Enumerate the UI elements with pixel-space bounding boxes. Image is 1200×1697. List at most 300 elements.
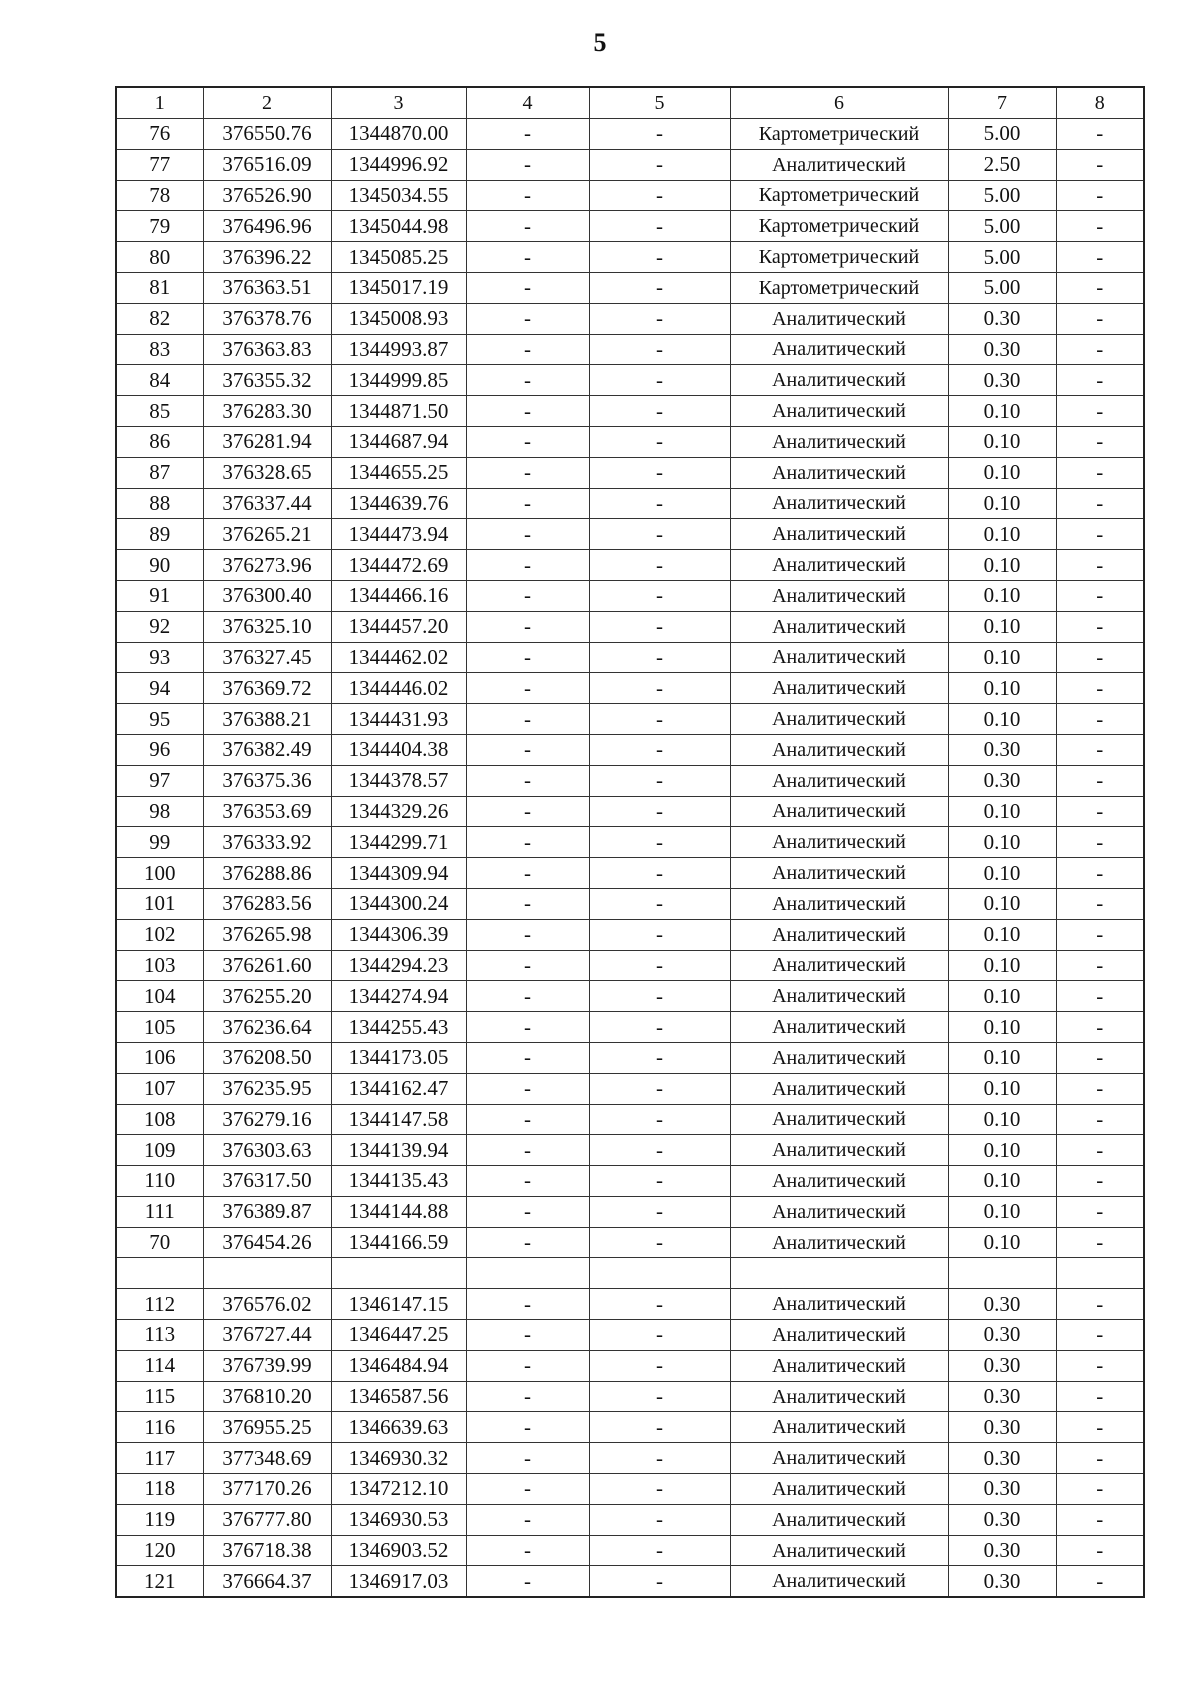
table-cell-col-2: 376235.95 [203, 1073, 331, 1104]
table-cell-col-8: - [1056, 1227, 1144, 1258]
table-cell-col-8: - [1056, 827, 1144, 858]
table-cell-col-8: - [1056, 1504, 1144, 1535]
table-cell-col-4: - [466, 1412, 589, 1443]
table-cell-col-3: 1345044.98 [331, 211, 466, 242]
table-cell-col-8: - [1056, 1412, 1144, 1443]
table-cell-col-2: 376550.76 [203, 119, 331, 150]
table-cell-col-2: 377170.26 [203, 1474, 331, 1505]
table-cell-col-6: Аналитический [730, 1443, 948, 1474]
table-cell-col-5: - [589, 211, 730, 242]
table-cell-col-2: 376327.45 [203, 642, 331, 673]
table-cell-col-6: Аналитический [730, 1412, 948, 1443]
table-cell-col-3: 1344431.93 [331, 704, 466, 735]
table-cell-col-5: - [589, 1504, 730, 1535]
table-cell-col-4: - [466, 580, 589, 611]
table-cell-col-4: - [466, 1227, 589, 1258]
table-cell-col-6: Картометрический [730, 242, 948, 273]
table-cell-col-2: 377348.69 [203, 1443, 331, 1474]
table-cell-col-6: Аналитический [730, 827, 948, 858]
table-cell-col-7: 5.00 [948, 180, 1056, 211]
table-cell-col-8: - [1056, 149, 1144, 180]
table-row [116, 272, 1144, 303]
table-cell-col-8: - [1056, 1042, 1144, 1073]
table-cell-col-2: 376378.76 [203, 303, 331, 334]
table-cell-col-3: 1344462.02 [331, 642, 466, 673]
table-row [116, 1196, 1144, 1227]
table-cell-col-3 [331, 1258, 466, 1289]
table-cell-col-1: 110 [116, 1166, 203, 1197]
table-cell-col-5: - [589, 734, 730, 765]
table-cell-col-3: 1344294.23 [331, 950, 466, 981]
table-row [116, 1104, 1144, 1135]
table-cell-col-4: - [466, 365, 589, 396]
table-cell-col-2: 376300.40 [203, 580, 331, 611]
table-cell-col-8: - [1056, 519, 1144, 550]
table-cell-col-3: 1344255.43 [331, 1012, 466, 1043]
table-cell-col-5: - [589, 488, 730, 519]
table-cell-col-7: 0.10 [948, 426, 1056, 457]
table-cell-col-8: - [1056, 888, 1144, 919]
table-cell-col-4: - [466, 888, 589, 919]
table-cell-col-5: - [589, 1135, 730, 1166]
table-cell-col-8: - [1056, 180, 1144, 211]
table-cell-col-8: - [1056, 950, 1144, 981]
table-cell-col-8: - [1056, 1566, 1144, 1597]
table-cell-col-6: Аналитический [730, 1196, 948, 1227]
table-cell-col-4: - [466, 180, 589, 211]
table-row [116, 488, 1144, 519]
table-cell-col-1: 94 [116, 673, 203, 704]
table-cell-col-2: 376236.64 [203, 1012, 331, 1043]
table-row [116, 457, 1144, 488]
table-cell-col-1: 78 [116, 180, 203, 211]
table-cell-col-7: 0.30 [948, 1320, 1056, 1351]
table-cell-col-2: 376388.21 [203, 704, 331, 735]
table-row [116, 303, 1144, 334]
table-cell-col-8: - [1056, 1474, 1144, 1505]
table-cell-col-4: - [466, 457, 589, 488]
table-cell-col-4: - [466, 1166, 589, 1197]
table-cell-col-8: - [1056, 611, 1144, 642]
table-cell-col-3: 1345085.25 [331, 242, 466, 273]
table-cell-col-2: 376273.96 [203, 550, 331, 581]
table-cell-col-6: Аналитический [730, 1289, 948, 1320]
table-cell-col-3: 1344655.25 [331, 457, 466, 488]
table-cell-col-2: 376382.49 [203, 734, 331, 765]
table-cell-col-6: Аналитический [730, 1166, 948, 1197]
table-cell-col-7: 0.30 [948, 1566, 1056, 1597]
table-cell-col-4: - [466, 1350, 589, 1381]
table-cell-col-7: 2.50 [948, 149, 1056, 180]
table-row [116, 1135, 1144, 1166]
table-cell-col-7: 0.30 [948, 734, 1056, 765]
table-cell-col-8: - [1056, 242, 1144, 273]
table-cell-col-8: - [1056, 981, 1144, 1012]
table-row [116, 1443, 1144, 1474]
table-cell-col-2: 376261.60 [203, 950, 331, 981]
table-cell-col-2: 376303.63 [203, 1135, 331, 1166]
table-cell-col-3: 1344457.20 [331, 611, 466, 642]
table-cell-col-7: 5.00 [948, 272, 1056, 303]
table-cell-col-3: 1344162.47 [331, 1073, 466, 1104]
table-cell-col-2: 376955.25 [203, 1412, 331, 1443]
table-cell-col-1: 82 [116, 303, 203, 334]
table-cell-col-2: 376288.86 [203, 858, 331, 889]
table-cell-col-1 [116, 1258, 203, 1289]
table-cell-col-8: - [1056, 550, 1144, 581]
table-cell-col-4: - [466, 1289, 589, 1320]
table-cell-col-4: - [466, 550, 589, 581]
table-cell-col-5: - [589, 827, 730, 858]
coordinates-table [115, 86, 1145, 1598]
table-cell-col-7: 0.10 [948, 488, 1056, 519]
table-cell-col-1: 109 [116, 1135, 203, 1166]
table-cell-col-5: - [589, 1196, 730, 1227]
table-cell-col-2: 376279.16 [203, 1104, 331, 1135]
table-cell-col-1: 119 [116, 1504, 203, 1535]
table-cell-col-7: 0.10 [948, 981, 1056, 1012]
column-header-6: 6 [730, 87, 948, 119]
table-cell-col-4: - [466, 765, 589, 796]
table-cell-col-8: - [1056, 211, 1144, 242]
table-cell-col-2: 376526.90 [203, 180, 331, 211]
table-cell-col-1: 112 [116, 1289, 203, 1320]
table-cell-col-4: - [466, 981, 589, 1012]
table-row [116, 1535, 1144, 1566]
table-cell-col-5: - [589, 1350, 730, 1381]
table-cell-col-4: - [466, 119, 589, 150]
table-cell-col-3: 1344173.05 [331, 1042, 466, 1073]
table-row [116, 1289, 1144, 1320]
table-cell-col-5: - [589, 1320, 730, 1351]
table-cell-col-4: - [466, 149, 589, 180]
table-row [116, 1166, 1144, 1197]
table-cell-col-1: 83 [116, 334, 203, 365]
table-cell-col-6: Аналитический [730, 1474, 948, 1505]
table-cell-col-7: 0.30 [948, 1412, 1056, 1443]
table-cell-col-6: Аналитический [730, 580, 948, 611]
table-cell-col-1: 108 [116, 1104, 203, 1135]
table-cell-col-5: - [589, 919, 730, 950]
table-cell-col-5: - [589, 149, 730, 180]
table-cell-col-6: Аналитический [730, 334, 948, 365]
table-cell-col-2: 376353.69 [203, 796, 331, 827]
table-cell-col-3: 1346917.03 [331, 1566, 466, 1597]
table-cell-col-6: Аналитический [730, 642, 948, 673]
table-row [116, 919, 1144, 950]
table-cell-col-5: - [589, 580, 730, 611]
table-row [116, 1504, 1144, 1535]
table-cell-col-4: - [466, 1504, 589, 1535]
table-cell-col-7: 0.30 [948, 1350, 1056, 1381]
column-header-7: 7 [948, 87, 1056, 119]
table-cell-col-2: 376810.20 [203, 1381, 331, 1412]
table-cell-col-7: 0.30 [948, 765, 1056, 796]
table-cell-col-3: 1346639.63 [331, 1412, 466, 1443]
table-cell-col-7: 0.10 [948, 888, 1056, 919]
table-cell-col-7: 0.30 [948, 1474, 1056, 1505]
table-cell-col-6: Аналитический [730, 457, 948, 488]
table-row [116, 149, 1144, 180]
table-cell-col-1: 80 [116, 242, 203, 273]
table-cell-col-8: - [1056, 580, 1144, 611]
table-cell-col-1: 104 [116, 981, 203, 1012]
table-cell-col-3: 1346147.15 [331, 1289, 466, 1320]
table-cell-col-5: - [589, 519, 730, 550]
table-cell-col-1: 100 [116, 858, 203, 889]
table-row [116, 334, 1144, 365]
table-cell-col-6: Аналитический [730, 796, 948, 827]
table-row [116, 796, 1144, 827]
table-cell-col-1: 118 [116, 1474, 203, 1505]
table-cell-col-7: 0.10 [948, 704, 1056, 735]
table-cell-col-6: Аналитический [730, 734, 948, 765]
table-cell-col-7: 0.30 [948, 365, 1056, 396]
table-cell-col-6: Аналитический [730, 303, 948, 334]
table-cell-col-3: 1347212.10 [331, 1474, 466, 1505]
table-cell-col-6: Аналитический [730, 519, 948, 550]
table-cell-col-5: - [589, 272, 730, 303]
table-cell-col-6: Аналитический [730, 858, 948, 889]
table-cell-col-7: 0.30 [948, 1504, 1056, 1535]
table-cell-col-3: 1345008.93 [331, 303, 466, 334]
table-cell-col-1: 101 [116, 888, 203, 919]
table-cell-col-4: - [466, 488, 589, 519]
table-cell-col-1: 84 [116, 365, 203, 396]
table-cell-col-3: 1344329.26 [331, 796, 466, 827]
table-cell-col-7: 0.30 [948, 1443, 1056, 1474]
table-cell-col-7: 0.10 [948, 519, 1056, 550]
table-cell-col-3: 1345034.55 [331, 180, 466, 211]
table-cell-col-5 [589, 1258, 730, 1289]
table-cell-col-5: - [589, 1535, 730, 1566]
table-cell-col-8: - [1056, 1135, 1144, 1166]
table-cell-col-5: - [589, 1443, 730, 1474]
table-body [116, 119, 1144, 1598]
table-cell-col-8: - [1056, 1535, 1144, 1566]
table-row [116, 673, 1144, 704]
table-cell-col-2: 376337.44 [203, 488, 331, 519]
table-cell-col-6 [730, 1258, 948, 1289]
table-cell-col-5: - [589, 426, 730, 457]
table-cell-col-4: - [466, 1073, 589, 1104]
table-row [116, 1381, 1144, 1412]
table-cell-col-7: 0.10 [948, 1135, 1056, 1166]
table-cell-col-4: - [466, 303, 589, 334]
table-cell-col-2: 376739.99 [203, 1350, 331, 1381]
table-cell-col-1: 115 [116, 1381, 203, 1412]
table-cell-col-6: Аналитический [730, 488, 948, 519]
table-cell-col-7: 0.10 [948, 1104, 1056, 1135]
table-cell-col-7: 0.10 [948, 796, 1056, 827]
column-header-1: 1 [116, 87, 203, 119]
table-cell-col-6: Аналитический [730, 550, 948, 581]
table-cell-col-6: Аналитический [730, 365, 948, 396]
table-cell-col-3: 1344473.94 [331, 519, 466, 550]
table-cell-col-6: Картометрический [730, 180, 948, 211]
table-row [116, 704, 1144, 735]
table-cell-col-5: - [589, 242, 730, 273]
table-cell-col-8: - [1056, 734, 1144, 765]
table-cell-col-2: 376363.51 [203, 272, 331, 303]
table-cell-col-3: 1344300.24 [331, 888, 466, 919]
table-cell-col-4: - [466, 1196, 589, 1227]
table-cell-col-7: 0.10 [948, 673, 1056, 704]
table-cell-col-7: 0.10 [948, 396, 1056, 427]
table-cell-col-6: Аналитический [730, 1504, 948, 1535]
table-cell-col-2: 376777.80 [203, 1504, 331, 1535]
table-cell-col-3: 1344135.43 [331, 1166, 466, 1197]
table-cell-col-1: 105 [116, 1012, 203, 1043]
table-cell-col-3: 1344309.94 [331, 858, 466, 889]
table-cell-col-1: 96 [116, 734, 203, 765]
table-cell-col-6: Аналитический [730, 396, 948, 427]
table-cell-col-4: - [466, 1443, 589, 1474]
table-row [116, 734, 1144, 765]
table-cell-col-7: 0.10 [948, 1042, 1056, 1073]
table-cell-col-3: 1344446.02 [331, 673, 466, 704]
table-cell-col-2: 376369.72 [203, 673, 331, 704]
table-cell-col-8: - [1056, 119, 1144, 150]
table-cell-col-2: 376389.87 [203, 1196, 331, 1227]
table-cell-col-6: Аналитический [730, 1320, 948, 1351]
table-cell-col-1: 120 [116, 1535, 203, 1566]
table-cell-col-7: 0.30 [948, 1535, 1056, 1566]
table-row [116, 1258, 1144, 1289]
table-cell-col-3: 1346447.25 [331, 1320, 466, 1351]
table-cell-col-2: 376664.37 [203, 1566, 331, 1597]
table-cell-col-6: Картометрический [730, 211, 948, 242]
table-cell-col-7: 0.10 [948, 858, 1056, 889]
table-cell-col-2: 376283.56 [203, 888, 331, 919]
table-cell-col-7: 0.10 [948, 1196, 1056, 1227]
table-row [116, 611, 1144, 642]
table-cell-col-2: 376496.96 [203, 211, 331, 242]
table-cell-col-4: - [466, 426, 589, 457]
table-cell-col-4: - [466, 334, 589, 365]
table-cell-col-7: 0.10 [948, 950, 1056, 981]
table-cell-col-5: - [589, 1042, 730, 1073]
table-cell-col-8: - [1056, 1350, 1144, 1381]
table-cell-col-8: - [1056, 1196, 1144, 1227]
table-cell-col-2: 376454.26 [203, 1227, 331, 1258]
table-cell-col-3: 1344996.92 [331, 149, 466, 180]
table-cell-col-6: Аналитический [730, 1535, 948, 1566]
table-cell-col-1: 106 [116, 1042, 203, 1073]
table-cell-col-5: - [589, 334, 730, 365]
table-cell-col-5: - [589, 365, 730, 396]
table-row [116, 950, 1144, 981]
table-cell-col-5: - [589, 981, 730, 1012]
table-row [116, 1227, 1144, 1258]
table-cell-col-1: 77 [116, 149, 203, 180]
table-cell-col-5: - [589, 1166, 730, 1197]
table-cell-col-7: 5.00 [948, 211, 1056, 242]
table-cell-col-4: - [466, 396, 589, 427]
table-cell-col-3: 1344306.39 [331, 919, 466, 950]
table-cell-col-4: - [466, 242, 589, 273]
table-cell-col-3: 1344274.94 [331, 981, 466, 1012]
table-cell-col-1: 81 [116, 272, 203, 303]
table-cell-col-3: 1346903.52 [331, 1535, 466, 1566]
table-cell-col-4: - [466, 1566, 589, 1597]
table-row [116, 981, 1144, 1012]
table-cell-col-5: - [589, 858, 730, 889]
table-row [116, 1474, 1144, 1505]
table-cell-col-1: 114 [116, 1350, 203, 1381]
table-cell-col-5: - [589, 1073, 730, 1104]
table-cell-col-4: - [466, 1381, 589, 1412]
table-cell-col-1: 113 [116, 1320, 203, 1351]
table-cell-col-4: - [466, 1012, 589, 1043]
table-cell-col-6: Аналитический [730, 673, 948, 704]
table-cell-col-5: - [589, 180, 730, 211]
table-row [116, 242, 1144, 273]
table-cell-col-4: - [466, 1135, 589, 1166]
table-cell-col-3: 1344999.85 [331, 365, 466, 396]
table-cell-col-7: 0.30 [948, 334, 1056, 365]
table-cell-col-1: 117 [116, 1443, 203, 1474]
table-cell-col-6: Аналитический [730, 1135, 948, 1166]
table-cell-col-7: 0.10 [948, 1073, 1056, 1104]
table-cell-col-1: 92 [116, 611, 203, 642]
table-row [116, 426, 1144, 457]
table-cell-col-6: Аналитический [730, 919, 948, 950]
table-cell-col-6: Аналитический [730, 888, 948, 919]
table-cell-col-3: 1344378.57 [331, 765, 466, 796]
table-cell-col-5: - [589, 1381, 730, 1412]
table-cell-col-8: - [1056, 272, 1144, 303]
table-cell-col-8: - [1056, 1104, 1144, 1135]
table-cell-col-4: - [466, 642, 589, 673]
table-row [116, 1320, 1144, 1351]
table-cell-col-1: 85 [116, 396, 203, 427]
table-cell-col-3: 1344166.59 [331, 1227, 466, 1258]
table-cell-col-1: 90 [116, 550, 203, 581]
table-cell-col-7 [948, 1258, 1056, 1289]
table-cell-col-5: - [589, 457, 730, 488]
table-row [116, 888, 1144, 919]
table-cell-col-4: - [466, 827, 589, 858]
table-cell-col-6: Картометрический [730, 119, 948, 150]
table-cell-col-5: - [589, 303, 730, 334]
table-cell-col-1: 86 [116, 426, 203, 457]
table-cell-col-7: 0.30 [948, 303, 1056, 334]
table-cell-col-7: 0.30 [948, 1381, 1056, 1412]
table-row [116, 365, 1144, 396]
table-row [116, 396, 1144, 427]
table-cell-col-2: 376317.50 [203, 1166, 331, 1197]
table-cell-col-4: - [466, 211, 589, 242]
table-cell-col-4: - [466, 704, 589, 735]
table-cell-col-8: - [1056, 858, 1144, 889]
column-header-4: 4 [466, 87, 589, 119]
table-cell-col-8: - [1056, 334, 1144, 365]
table-row [116, 1012, 1144, 1043]
table-cell-col-4: - [466, 1320, 589, 1351]
table-cell-col-8 [1056, 1258, 1144, 1289]
table-cell-col-2: 376283.30 [203, 396, 331, 427]
table-cell-col-2: 376396.22 [203, 242, 331, 273]
table-cell-col-6: Аналитический [730, 765, 948, 796]
table-cell-col-5: - [589, 1474, 730, 1505]
table-cell-col-2: 376576.02 [203, 1289, 331, 1320]
column-header-5: 5 [589, 87, 730, 119]
table-cell-col-6: Аналитический [730, 981, 948, 1012]
table-cell-col-3: 1344871.50 [331, 396, 466, 427]
table-cell-col-5: - [589, 765, 730, 796]
table-cell-col-3: 1344466.16 [331, 580, 466, 611]
